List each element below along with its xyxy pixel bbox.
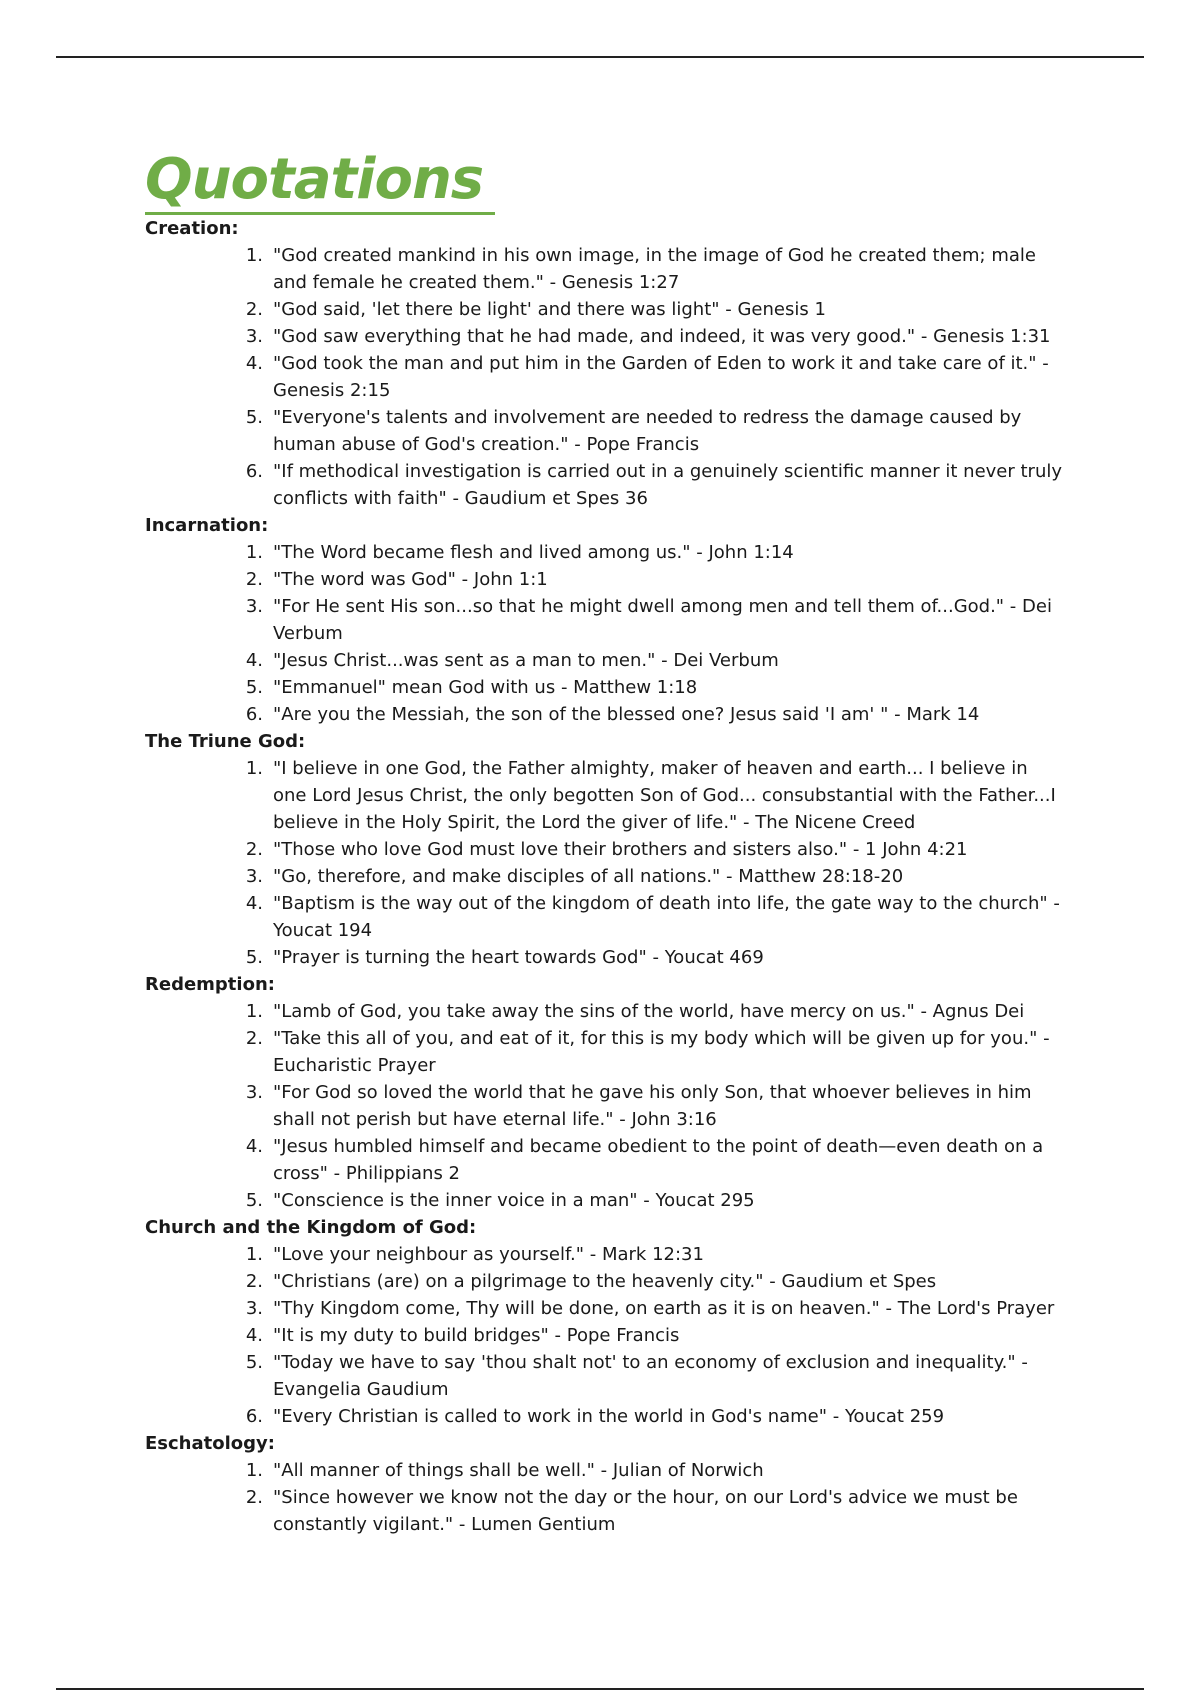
- quote-text: "Conscience is the inner voice in a man" - Youcat 295: [273, 1190, 755, 1211]
- list-number: 3.: [245, 1082, 263, 1103]
- quote-item: [245, 836, 1065, 863]
- quote-item: [245, 701, 1065, 728]
- quote-item: [245, 323, 1065, 350]
- list-number: 1.: [245, 1001, 263, 1022]
- list-number: 2.: [245, 1271, 263, 1292]
- list-number: 1.: [245, 758, 263, 779]
- list-number: 6.: [245, 704, 263, 725]
- quote-item: [245, 458, 1065, 512]
- list-number: 2.: [245, 569, 263, 590]
- quote-item: [245, 998, 1065, 1025]
- quote-text: "For He sent His son...so that he might dwell among men and tell them of...God." - Dei Verbum: [273, 596, 1052, 644]
- list-number: 5.: [245, 1190, 263, 1211]
- sections-container: [145, 215, 1065, 1538]
- quote-text: "Since however we know not the day or the hour, on our Lord's advice we must be constantly vigilant." - Lumen Gentium: [273, 1487, 1018, 1535]
- list-number: 1.: [245, 245, 263, 266]
- quote-item: [245, 1349, 1065, 1403]
- quote-text: "If methodical investigation is carried out in a genuinely scientific manner it never truly conflicts with faith" - Gaudium et Spes 36: [273, 461, 1063, 509]
- list-number: 1.: [245, 1460, 263, 1481]
- quote-item: [245, 404, 1065, 458]
- list-number: 2.: [245, 839, 263, 860]
- quote-text: "The word was God" - John 1:1: [273, 569, 548, 590]
- section-heading: Redemption:: [145, 974, 275, 995]
- quote-item: [245, 1295, 1065, 1322]
- quote-text: "God saw everything that he had made, and indeed, it was very good." - Genesis 1:31: [273, 326, 1051, 347]
- quote-text: "Go, therefore, and make disciples of all nations." - Matthew 28:18-20: [273, 866, 904, 887]
- quote-text: "Are you the Messiah, the son of the blessed one? Jesus said 'I am' " - Mark 14: [273, 704, 980, 725]
- quote-text: "Baptism is the way out of the kingdom of death into life, the gate way to the church" - Youcat 194: [273, 893, 1060, 941]
- quote-item: [245, 539, 1065, 566]
- quote-item: [245, 1268, 1065, 1295]
- section-heading: Church and the Kingdom of God:: [145, 1217, 477, 1238]
- quote-item: [245, 296, 1065, 323]
- list-number: 1.: [245, 1244, 263, 1265]
- section: [145, 1214, 1065, 1430]
- quote-text: "Jesus Christ...was sent as a man to men." - Dei Verbum: [273, 650, 779, 671]
- list-number: 4.: [245, 893, 263, 914]
- list-number: 4.: [245, 1325, 263, 1346]
- document-body: [145, 148, 1065, 1538]
- section-heading: Incarnation:: [145, 515, 269, 536]
- quote-item: [245, 1025, 1065, 1079]
- quote-item: [245, 1403, 1065, 1430]
- section-heading: The Triune God:: [145, 731, 306, 752]
- header-rule: [56, 56, 1144, 58]
- quote-text: "God took the man and put him in the Garden of Eden to work it and take care of it." - Genesis 2:15: [273, 353, 1049, 401]
- quote-list: [145, 1241, 1065, 1430]
- quote-text: "I believe in one God, the Father almighty, maker of heaven and earth... I believe in one Lord Jesus Christ, the only begotten Son of God... consubstantial with the Father...I believe in the Holy Spirit, the Lord the giver of life." - The Nicene Creed: [273, 758, 1056, 833]
- list-number: 2.: [245, 1028, 263, 1049]
- footer-rule: [56, 1688, 1144, 1690]
- quote-item: [245, 647, 1065, 674]
- quote-text: "Christians (are) on a pilgrimage to the heavenly city." - Gaudium et Spes: [273, 1271, 937, 1292]
- quote-item: [245, 242, 1065, 296]
- quote-text: "Jesus humbled himself and became obedient to the point of death—even death on a cross" - Philippians 2: [273, 1136, 1044, 1184]
- quote-item: [245, 350, 1065, 404]
- list-number: 4.: [245, 1136, 263, 1157]
- quote-text: "All manner of things shall be well." - Julian of Norwich: [273, 1460, 764, 1481]
- list-number: 1.: [245, 542, 263, 563]
- quote-text: "It is my duty to build bridges" - Pope Francis: [273, 1325, 680, 1346]
- quote-text: "Lamb of God, you take away the sins of the world, have mercy on us." - Agnus Dei: [273, 1001, 1025, 1022]
- list-number: 2.: [245, 1487, 263, 1508]
- quote-text: "For God so loved the world that he gave his only Son, that whoever believes in him shall not perish but have eternal life." - John 3:16: [273, 1082, 1032, 1130]
- list-number: 4.: [245, 650, 263, 671]
- quote-item: [245, 674, 1065, 701]
- list-number: 5.: [245, 407, 263, 428]
- quote-text: "Every Christian is called to work in the world in God's name" - Youcat 259: [273, 1406, 945, 1427]
- section: [145, 512, 1065, 728]
- quote-item: [245, 1484, 1065, 1538]
- quote-item: [245, 1322, 1065, 1349]
- list-number: 4.: [245, 353, 263, 374]
- quote-text: "Today we have to say 'thou shalt not' to an economy of exclusion and inequality." - Evangelia Gaudium: [273, 1352, 1028, 1400]
- quote-text: "God created mankind in his own image, in the image of God he created them; male and female he created them." - Genesis 1:27: [273, 245, 1036, 293]
- quote-item: [245, 1187, 1065, 1214]
- quote-text: "Love your neighbour as yourself." - Mark 12:31: [273, 1244, 704, 1265]
- quote-list: [145, 242, 1065, 512]
- list-number: 6.: [245, 461, 263, 482]
- quote-item: [245, 566, 1065, 593]
- quote-text: "The Word became flesh and lived among us." - John 1:14: [273, 542, 794, 563]
- section-heading: Creation:: [145, 218, 239, 239]
- quote-text: "Prayer is turning the heart towards God" - Youcat 469: [273, 947, 764, 968]
- list-number: 3.: [245, 1298, 263, 1319]
- quote-text: "God said, 'let there be light' and there was light" - Genesis 1: [273, 299, 826, 320]
- quote-list: [145, 998, 1065, 1214]
- list-number: 5.: [245, 947, 263, 968]
- section: [145, 1430, 1065, 1538]
- quote-text: "Those who love God must love their brothers and sisters also." - 1 John 4:21: [273, 839, 968, 860]
- quote-list: [145, 755, 1065, 971]
- quote-item: [245, 863, 1065, 890]
- quote-item: [245, 890, 1065, 944]
- list-number: 5.: [245, 1352, 263, 1373]
- quote-item: [245, 755, 1065, 836]
- section: [145, 215, 1065, 512]
- quote-item: [245, 1457, 1065, 1484]
- list-number: 3.: [245, 326, 263, 347]
- quote-list: [145, 539, 1065, 728]
- list-number: 3.: [245, 866, 263, 887]
- quote-item: [245, 1133, 1065, 1187]
- quote-list: [145, 1457, 1065, 1538]
- quote-item: [245, 1079, 1065, 1133]
- quote-text: "Emmanuel" mean God with us - Matthew 1:18: [273, 677, 698, 698]
- quote-text: "Take this all of you, and eat of it, for this is my body which will be given up for you." - Eucharistic Prayer: [273, 1028, 1050, 1076]
- quote-item: [245, 1241, 1065, 1268]
- section: [145, 728, 1065, 971]
- quote-item: [245, 593, 1065, 647]
- quote-text: "Everyone's talents and involvement are needed to redress the damage caused by human abuse of God's creation." - Pope Francis: [273, 407, 1022, 455]
- list-number: 5.: [245, 677, 263, 698]
- section-heading: Eschatology:: [145, 1433, 275, 1454]
- list-number: 2.: [245, 299, 263, 320]
- section: [145, 971, 1065, 1214]
- quote-item: [245, 944, 1065, 971]
- list-number: 6.: [245, 1406, 263, 1427]
- page-title: Quotations: [145, 148, 495, 215]
- list-number: 3.: [245, 596, 263, 617]
- quote-text: "Thy Kingdom come, Thy will be done, on earth as it is on heaven." - The Lord's Prayer: [273, 1298, 1055, 1319]
